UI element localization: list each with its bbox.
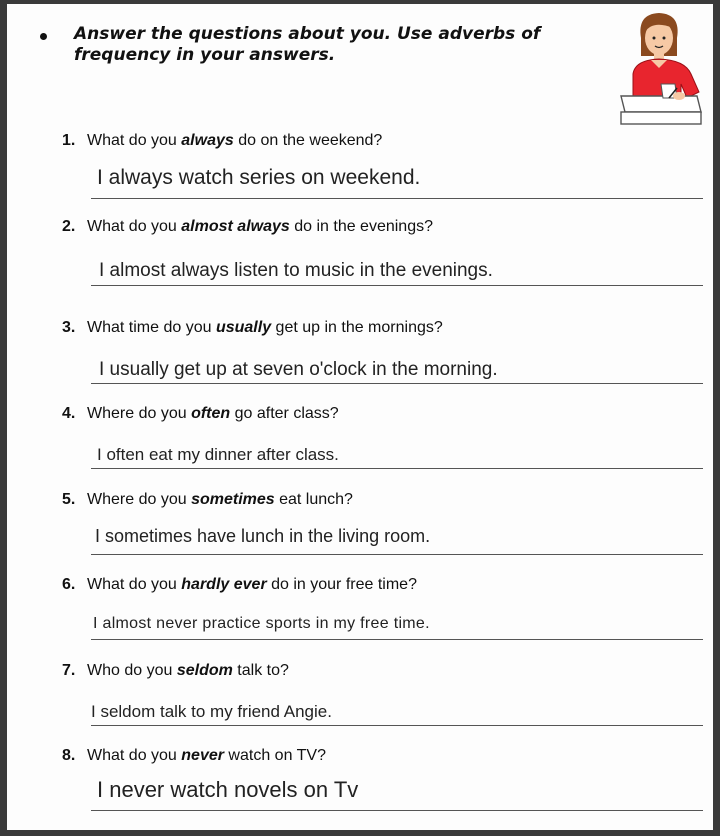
question-text: Where do you often go after class?: [87, 405, 339, 422]
question-adverb: almost always: [181, 218, 290, 235]
question-adverb: seldom: [176, 662, 233, 679]
question-number: 8.: [62, 747, 76, 764]
teacher-writing-icon: [613, 8, 705, 128]
answer-line: [91, 554, 703, 555]
worksheet: [7, 4, 713, 830]
question-adverb: always: [181, 132, 234, 149]
answer-text: I usually get up at seven o'clock in the morning.: [99, 359, 498, 380]
answer-line: [91, 383, 703, 384]
question-number: 3.: [62, 319, 76, 336]
question-number: 4.: [62, 405, 76, 422]
answer-text: I seldom talk to my friend Angie.: [91, 702, 332, 721]
question-number: 6.: [62, 576, 76, 593]
answer-text: I often eat my dinner after class.: [97, 445, 339, 464]
answer-line: [91, 198, 703, 199]
answer-text: I almost never practice sports in my free time.: [93, 615, 430, 632]
question-number: 2.: [62, 218, 76, 235]
answer-text: I never watch novels on Tv: [97, 777, 359, 802]
answer-line: [91, 468, 703, 469]
question-adverb: sometimes: [191, 491, 275, 508]
answer-line: [91, 639, 703, 640]
answer-text: I sometimes have lunch in the living room.: [95, 526, 431, 546]
question-text: What do you almost always do in the evenings?: [87, 218, 433, 235]
question-text: What do you always do on the weekend?: [87, 132, 383, 149]
instruction-line-2: frequency in your answers.: [74, 45, 336, 65]
instruction-line-1: Answer the questions about you. Use adverbs of: [74, 24, 541, 44]
answer-line: [91, 810, 703, 811]
question-text: What time do you usually get up in the mornings?: [87, 319, 443, 336]
question-number: 7.: [62, 662, 76, 679]
question-adverb: usually: [215, 319, 272, 336]
question-adverb: hardly ever: [181, 576, 267, 593]
bullet-icon: [40, 33, 47, 40]
question-text: What do you hardly ever do in your free time?: [87, 576, 417, 593]
question-adverb: often: [191, 405, 231, 422]
answer-line: [91, 285, 703, 286]
answer-text: I almost always listen to music in the evenings.: [99, 260, 493, 281]
question-number: 5.: [62, 491, 76, 508]
answer-line: [91, 725, 703, 726]
instruction: [74, 24, 544, 66]
answer-text: I always watch series on weekend.: [97, 166, 421, 189]
question-adverb: never: [181, 747, 224, 764]
question-number: 1.: [62, 132, 76, 149]
question-text: What do you never watch on TV?: [87, 747, 326, 764]
question-text: Where do you sometimes eat lunch?: [87, 491, 353, 508]
question-text: Who do you seldom talk to?: [87, 662, 289, 679]
